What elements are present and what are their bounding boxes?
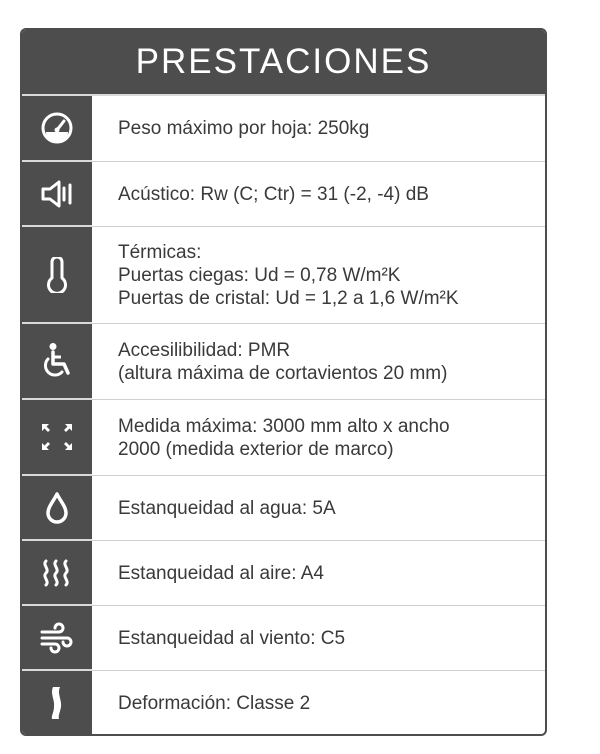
row-text: 2000 (medida exterior de marco) <box>118 438 394 460</box>
table-row-water <box>22 476 545 541</box>
row-text: Puertas ciegas: Ud = 0,78 W/m²K <box>118 264 401 286</box>
table-row-accessibility <box>22 324 545 400</box>
row-text: Deformación: Classe 2 <box>118 692 311 714</box>
row-text: (altura máxima de cortavientos 20 mm) <box>118 362 448 384</box>
thermometer-icon <box>22 227 92 324</box>
gauge-icon <box>22 96 92 162</box>
table-row-air <box>22 541 545 606</box>
row-text: Térmicas: <box>118 241 202 263</box>
row-text: Estanqueidad al agua: 5A <box>118 497 336 519</box>
water-drop-icon <box>22 476 92 541</box>
wheelchair-icon <box>22 324 92 400</box>
table-row-deformation <box>22 671 545 735</box>
row-text: Acústico: Rw (C; Ctr) = 31 (-2, -4) dB <box>118 183 429 205</box>
performance-table <box>20 28 547 736</box>
row-text: Estanqueidad al aire: A4 <box>118 562 324 584</box>
table-row-wind <box>22 606 545 671</box>
table-row-max-size <box>22 400 545 476</box>
row-text: Accesilibilidad: PMR <box>118 339 291 361</box>
expand-arrows-icon <box>22 400 92 476</box>
table-row-thermal <box>22 227 545 324</box>
air-waves-icon <box>22 541 92 606</box>
row-text: Puertas de cristal: Ud = 1,2 a 1,6 W/m²K <box>118 287 459 309</box>
deformation-icon <box>22 671 92 735</box>
table-row-weight <box>22 96 545 162</box>
row-text: Medida máxima: 3000 mm alto x ancho <box>118 415 450 437</box>
table-title: PRESTACIONES <box>22 30 545 96</box>
row-text: Peso máximo por hoja: 250kg <box>118 118 370 139</box>
speaker-icon <box>22 162 92 227</box>
row-text: Estanqueidad al viento: C5 <box>118 627 346 649</box>
wind-icon <box>22 606 92 671</box>
table-row-acoustic <box>22 162 545 227</box>
